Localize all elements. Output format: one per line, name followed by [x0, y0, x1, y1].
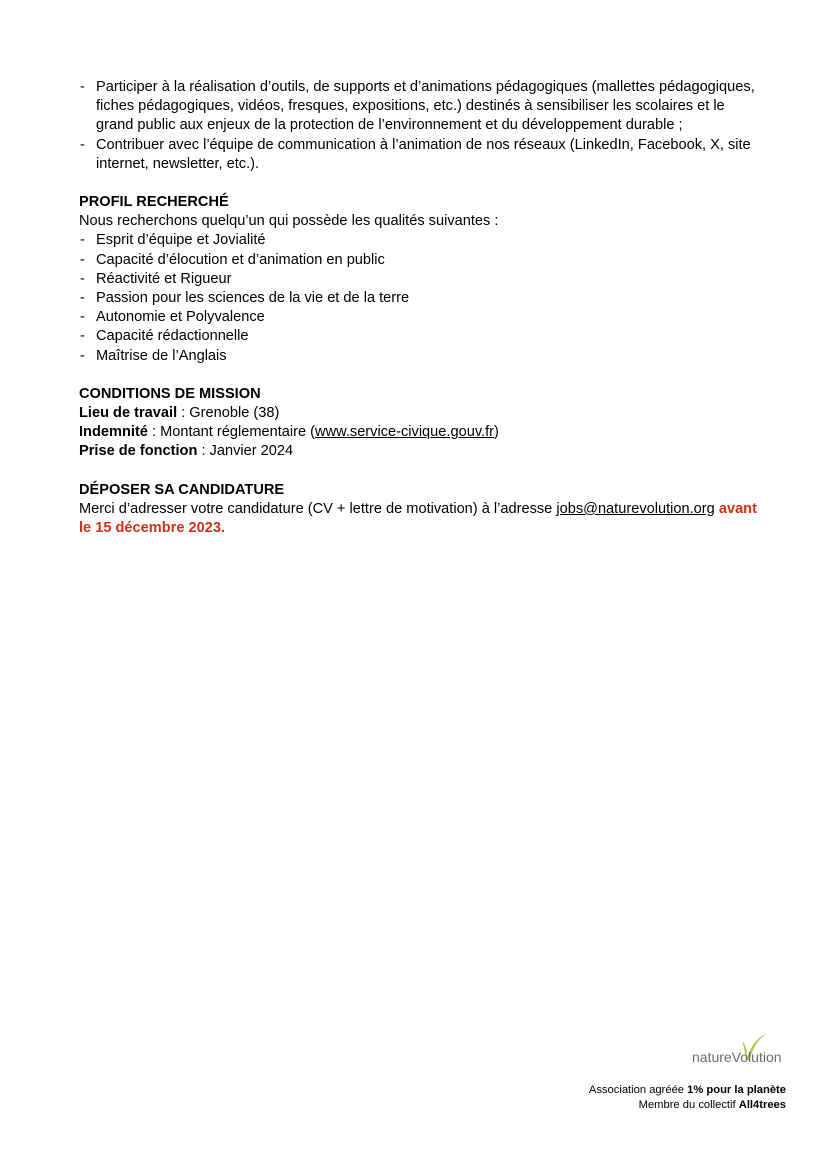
document-body [79, 78, 759, 538]
candidature-section [79, 481, 759, 539]
service-civique-link[interactable]: www.service-civique.gouv.fr [315, 424, 494, 441]
indemnite-line [79, 423, 759, 442]
indemnite-label: Indemnité [79, 424, 148, 441]
list-item: - Contribuer avec l’équipe de communication à l’animation de nos réseaux (LinkedIn, Facebook, X, site internet, newsletter, etc.). [79, 136, 759, 174]
naturevolution-logo [692, 1032, 784, 1066]
footer [589, 1032, 786, 1112]
candidature-text [79, 500, 759, 538]
indemnite-suffix: ) [494, 424, 499, 441]
footer-line-association [589, 1083, 786, 1098]
email-link[interactable]: jobs@naturevolution.org [556, 500, 715, 517]
logo-wordmark: natureVolution [692, 1049, 782, 1065]
list-item: - Participer à la réalisation d’outils, de supports et d’animations pédagogiques (mallettes pédagogiques, fiches pédagogiques, vidéos, fresques, expositions, etc.) destinés à sensibiliser les scolaires et le grand public aux enjeux de la protection de l’environnement et du développement durable ; [79, 78, 759, 136]
list-item: - Autonomie et Polyvalence [79, 308, 759, 327]
qualities-list [79, 231, 759, 365]
missions-list [79, 78, 759, 174]
list-item: - Esprit d’équipe et Jovialité [79, 231, 759, 250]
conditions-heading: CONDITIONS DE MISSION [79, 385, 261, 402]
deadline-text: avant le 15 décembre 2023. [79, 500, 757, 537]
prise-label: Prise de fonction [79, 443, 198, 460]
lieu-label: Lieu de travail [79, 405, 178, 422]
association-name: 1% pour la planète [687, 1083, 786, 1096]
profil-intro: Nous recherchons quelqu’un qui possède les qualités suivantes : [79, 213, 499, 230]
prise-value: : Janvier 2024 [197, 443, 294, 460]
indemnite-prefix: : Montant réglementaire ( [147, 424, 316, 441]
conditions-section [79, 385, 759, 462]
list-item: - Réactivité et Rigueur [79, 270, 759, 289]
collectif-label: Membre du collectif [638, 1098, 739, 1111]
list-item: - Capacité rédactionnelle [79, 327, 759, 346]
lieu-value: : Grenoble (38) [177, 405, 280, 422]
collectif-name: All4trees [738, 1098, 786, 1111]
profil-heading: PROFIL RECHERCHÉ [79, 194, 229, 211]
association-label: Association agréée [588, 1083, 688, 1096]
prise-line [79, 442, 759, 461]
profil-section [79, 193, 759, 366]
footer-line-collectif [589, 1098, 786, 1113]
candidature-intro: Merci d’adresser votre candidature (CV + lettre de motivation) à l’adresse [79, 500, 557, 517]
lieu-line [79, 404, 759, 423]
list-item: - Passion pour les sciences de la vie et de la terre [79, 289, 759, 308]
list-item: - Maîtrise de l’Anglais [79, 347, 759, 366]
list-item: - Capacité d’élocution et d’animation en public [79, 251, 759, 270]
candidature-heading: DÉPOSER SA CANDIDATURE [79, 481, 285, 498]
